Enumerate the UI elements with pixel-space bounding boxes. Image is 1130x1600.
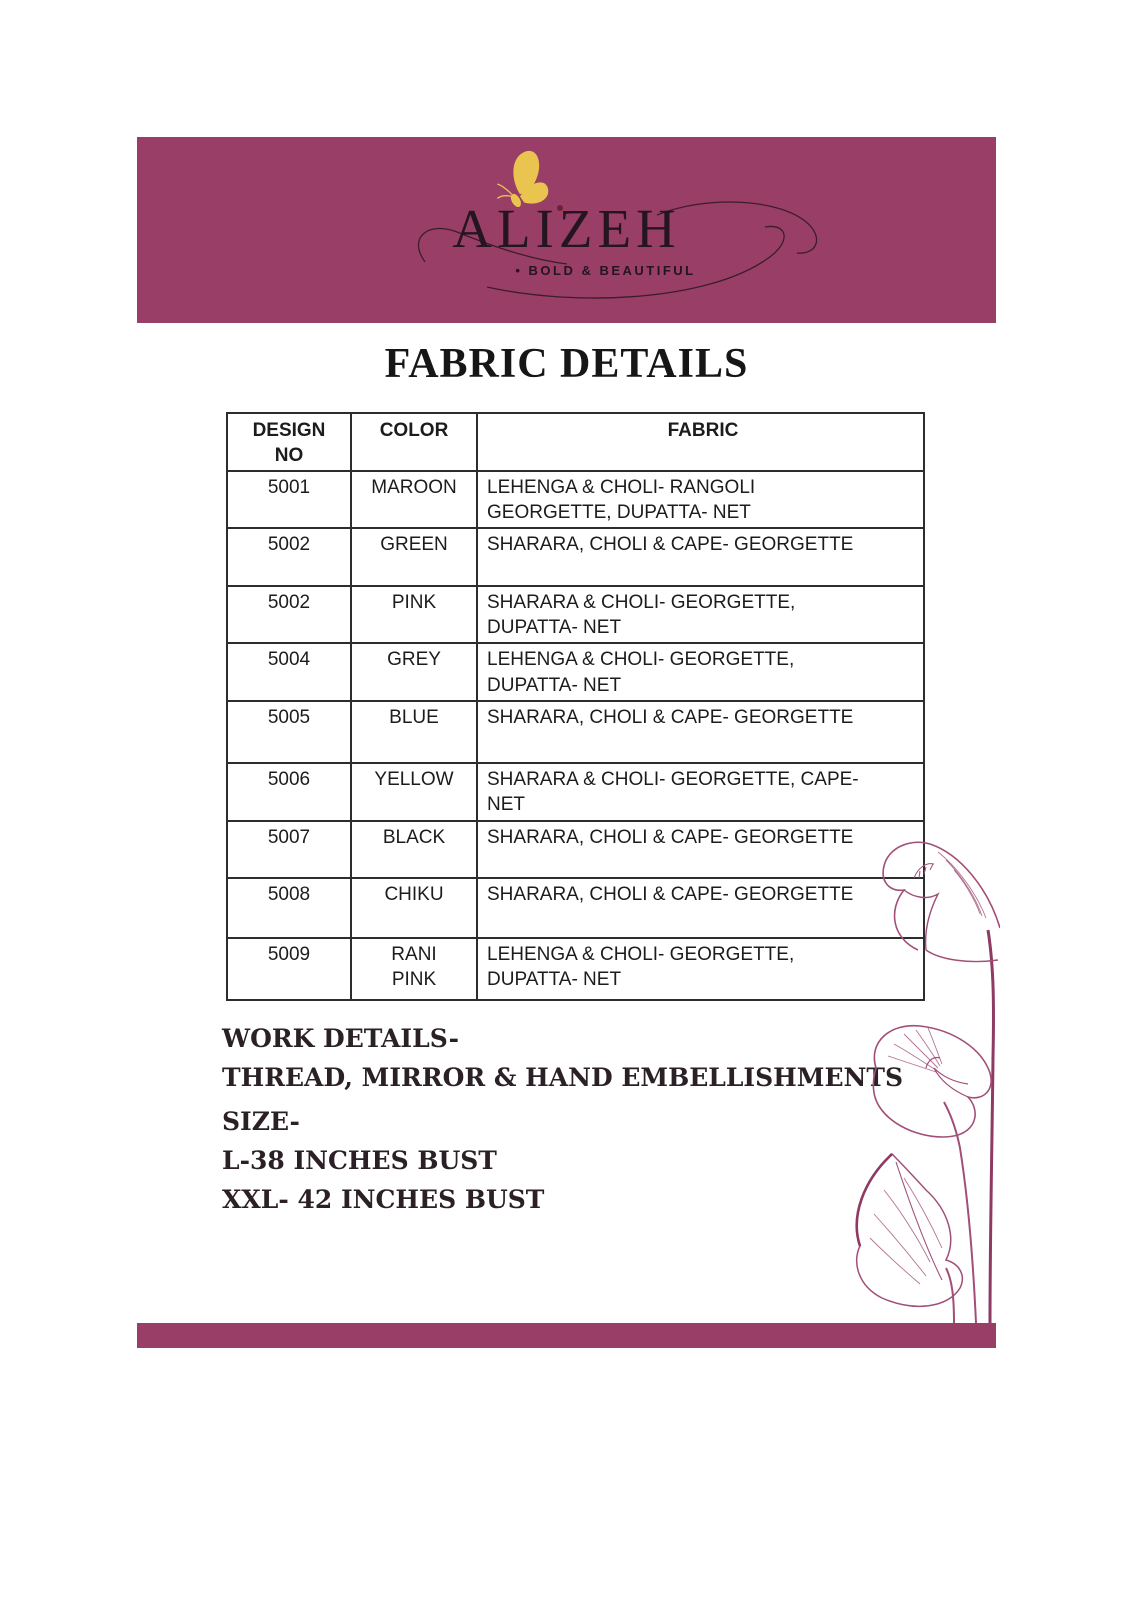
design-no-cell: 5007 [227, 821, 351, 878]
table-row [227, 878, 924, 938]
header-design-no: DESIGN NO [227, 413, 351, 471]
color-cell: BLUE [351, 701, 477, 763]
brand-tagline: • BOLD & BEAUTIFUL [515, 263, 696, 278]
color-cell: CHIKU [351, 878, 477, 938]
color-cell: PINK [351, 586, 477, 643]
fabric-cell: SHARARA, CHOLI & CAPE- GEORGETTE [477, 528, 924, 586]
fabric-cell: LEHENGA & CHOLI- RANGOLI GEORGETTE, DUPATTA- NET [477, 471, 924, 528]
fabric-table [226, 412, 925, 1001]
fabric-cell: SHARARA & CHOLI- GEORGETTE, CAPE- NET [477, 763, 924, 821]
table-row [227, 938, 924, 1000]
color-cell: MAROON [351, 471, 477, 528]
fabric-cell: SHARARA & CHOLI- GEORGETTE, DUPATTA- NET [477, 586, 924, 643]
header-color: COLOR [351, 413, 477, 471]
size-l: L-38 INCHES BUST [222, 1146, 497, 1175]
size-xxl: XXL- 42 INCHES BUST [222, 1185, 545, 1214]
color-cell: BLACK [351, 821, 477, 878]
table-row [227, 821, 924, 878]
work-details-label: WORK DETAILS- [222, 1024, 460, 1053]
design-no-cell: 5006 [227, 763, 351, 821]
design-no-cell: 5001 [227, 471, 351, 528]
design-no-cell: 5002 [227, 528, 351, 586]
design-no-cell: 5008 [227, 878, 351, 938]
table-row [227, 701, 924, 763]
header-banner [137, 137, 996, 323]
design-no-cell: 5005 [227, 701, 351, 763]
table-row [227, 643, 924, 700]
fabric-cell: SHARARA, CHOLI & CAPE- GEORGETTE [477, 821, 924, 878]
fabric-cell: SHARARA, CHOLI & CAPE- GEORGETTE [477, 701, 924, 763]
design-no-cell: 5004 [227, 643, 351, 700]
design-no-cell: 5002 [227, 586, 351, 643]
fabric-cell: LEHENGA & CHOLI- GEORGETTE, DUPATTA- NET [477, 938, 924, 1000]
work-details-value: THREAD, MIRROR & HAND EMBELLISHMENTS [222, 1063, 904, 1092]
table-row [227, 471, 924, 528]
color-cell: GREEN [351, 528, 477, 586]
color-cell: YELLOW [351, 763, 477, 821]
table-header-row [227, 413, 924, 471]
table-row [227, 763, 924, 821]
table-row [227, 586, 924, 643]
header-fabric: FABRIC [477, 413, 924, 471]
color-cell: GREY [351, 643, 477, 700]
color-cell: RANI PINK [351, 938, 477, 1000]
page-title: FABRIC DETAILS [384, 341, 749, 387]
details-block [222, 1024, 903, 1224]
brand-name: ALIZEH [452, 198, 681, 259]
fabric-cell: LEHENGA & CHOLI- GEORGETTE, DUPATTA- NET [477, 643, 924, 700]
size-label: SIZE- [222, 1107, 300, 1136]
fabric-cell: SHARARA, CHOLI & CAPE- GEORGETTE [477, 878, 924, 938]
design-no-cell: 5009 [227, 938, 351, 1000]
footer-bar [137, 1323, 996, 1348]
table-row [227, 528, 924, 586]
calla-lily-line-art [830, 818, 1000, 1323]
